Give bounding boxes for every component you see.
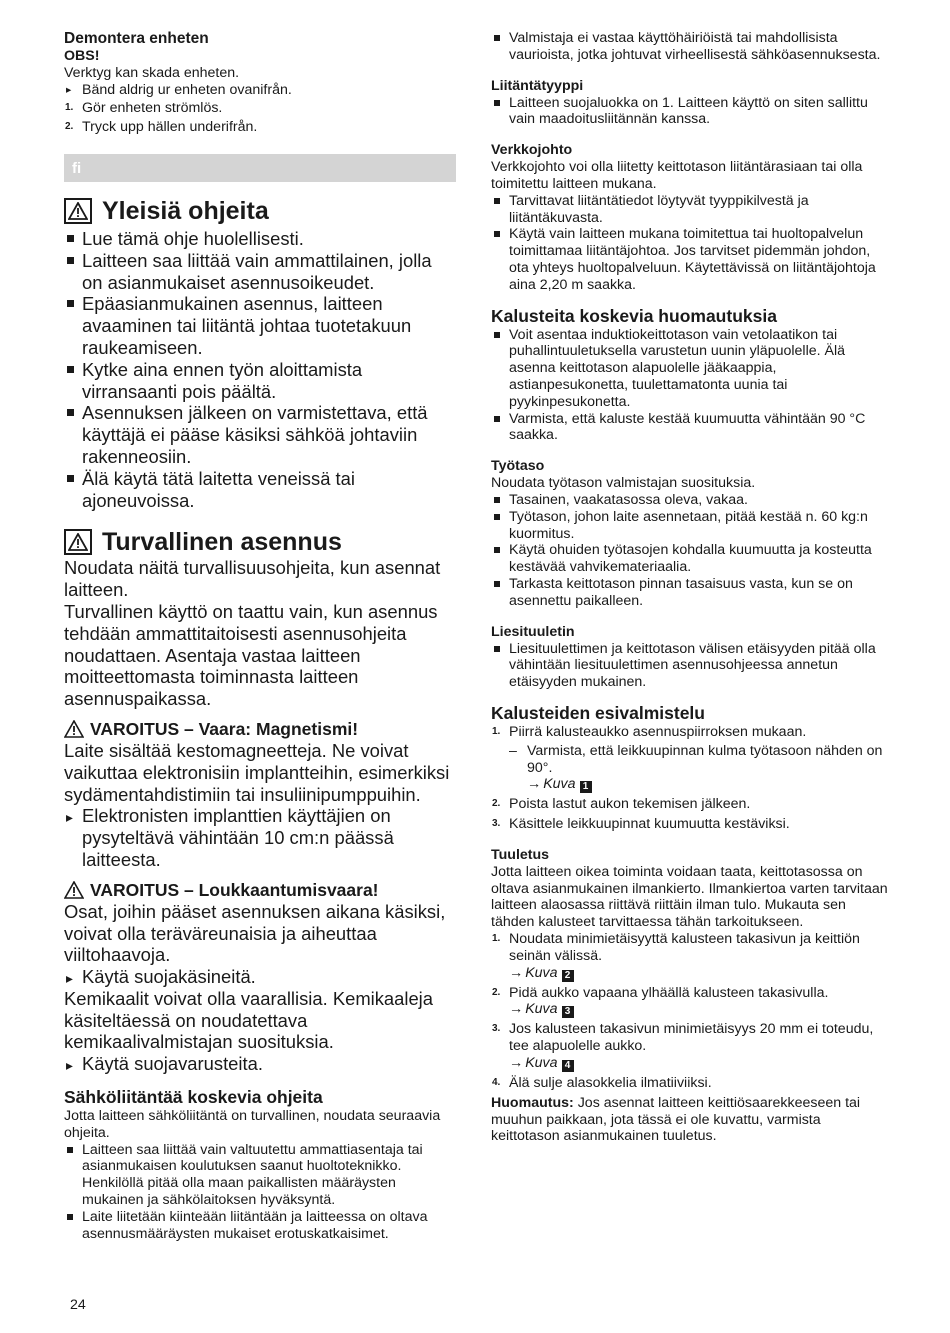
step-number: 1. (492, 933, 501, 945)
step-item (64, 100, 456, 117)
step-item (491, 931, 891, 965)
dash-marker: – (509, 742, 517, 759)
list-item: Tasainen, vaakatasossa oleva, vakaa. (491, 492, 891, 509)
section-title-kalusteita: Kalusteita koskevia huomautuksia (491, 305, 777, 326)
arrow-right-icon: → (509, 964, 524, 981)
list-item: Valmistaja ei vastaa käyttöhäiriöistä tai mahdollisista vaurioista, jotka johtuvat virheellisestä sähköasennuksesta. (491, 30, 891, 64)
heading-turvallinen (64, 527, 456, 557)
list-item: Kytke aina ennen työn aloittamista virransaanti pois päältä. (64, 359, 456, 403)
step-number: 3. (492, 1023, 501, 1035)
arrow-right-icon: → (509, 1001, 524, 1018)
heading-text: Turvallinen asennus (102, 528, 342, 557)
language-bar: fi (64, 154, 456, 182)
sub-item (491, 743, 891, 777)
list-item: Liesituulettimen ja keittotason välisen etäisyyden pitää olla vähintään liesituulettimen asennusohjeessa annetun etäisyyden mukainen. (491, 641, 891, 691)
section-title-esivalmistelu: Kalusteiden esivalmistelu (491, 702, 705, 723)
list-item: Käytä vain laitteen mukana toimitettua tai huoltopalvelun toimittamaa liitäntäjohtoa. Jos tarvitset pidemmän johdon, ota yhteys huoltopalveluun. Käytettävissä on liitäntäjohtoja aina 2,20 m saakka. (491, 226, 891, 293)
section-title-liesituuletin: Liesituuletin (491, 623, 575, 640)
list-item: Älä käytä tätä laitetta veneissä tai ajoneuvoissa. (64, 468, 456, 512)
heading-text: Yleisiä ohjeita (102, 196, 269, 225)
figure-number: 3 (562, 1006, 574, 1018)
figure-label: Kuva (543, 776, 576, 793)
list-item: Lue tämä ohje huolellisesti. (64, 228, 456, 250)
step-text: Käsittele leikkuupinnat kuumuutta kestäviksi. (509, 816, 790, 833)
note-text: Jos asennat laitteen keittiösaarekkeeseen tai muuhun paikkaan, jota tässä ei ole kuvattu, varmista keittotason asianmukainen tuuletus. (491, 1094, 861, 1145)
page-number: 24 (70, 1297, 86, 1313)
step-number: 2. (492, 986, 501, 998)
section-title-verkkojohto: Verkkojohto (491, 142, 573, 159)
step-item (491, 985, 891, 1002)
arrow-right-icon: → (527, 776, 542, 793)
instruction-item: ▸ Bänd aldrig ur enheten ovanifrån. (64, 82, 456, 99)
list-item: Tarvittavat liitäntätiedot löytyvät tyyppikilvestä ja liitäntäkuvasta. (491, 193, 891, 227)
section-title-sahkoliitanta: Sähköliitäntää koskevia ohjeita (64, 1087, 323, 1108)
obs-label: OBS! (64, 48, 100, 64)
step-number: 1. (65, 102, 74, 114)
list-item: Asennuksen jälkeen on varmistettava, että käyttäjä ei pääse käsiksi sähköä johtaviin rakenneosiin. (64, 402, 456, 467)
sub-item-text: Varmista, että leikkuupinnan kulma työtasoon nähden on 90°. (527, 742, 883, 776)
note-paragraph (491, 1095, 891, 1145)
step-number: 4. (492, 1077, 501, 1089)
heading-yleisia (64, 196, 456, 226)
warning-title: VAROITUS – Vaara: Magnetismi! (90, 718, 359, 739)
figure-reference (491, 776, 891, 793)
paragraph: Laite sisältää kestomagneetteja. Ne voivat vaikuttaa elektronisiin implantteihin, esimerkiksi sydämentahdistimiin tai insuliinipumppuihin. (64, 739, 450, 805)
figure-label: Kuva (525, 964, 558, 981)
warning-triangle-icon (64, 720, 84, 738)
warning-icon (64, 198, 92, 224)
section-title-tuuletus: Tuuletus (491, 846, 550, 863)
list-item: Työtason, johon laite asennetaan, pitää kestää n. 60 kg:n kuormitus. (491, 509, 891, 543)
step-text: Piirrä kalusteaukko asennuspiirroksen mukaan. (509, 723, 807, 740)
list-item: Epäasianmukainen asennus, laitteen avaaminen tai liitäntä johtaa tuotetakuun raukeamiseen. (64, 293, 456, 358)
section-title-tyotaso: Työtaso (491, 458, 545, 475)
warning-heading-loukkaantuminen (64, 879, 456, 901)
step-number: 1. (492, 725, 501, 737)
step-text: Gör enheten strömlös. (82, 100, 223, 117)
section-title-demontera: Demontera enheten (64, 30, 209, 47)
right-column (491, 30, 891, 1145)
paragraph: Noudata työtason valmistajan suosituksia. (491, 475, 756, 492)
section-title-liitantatyyppi: Liitäntätyyppi (491, 77, 584, 94)
left-column (64, 30, 456, 1242)
step-item (491, 724, 891, 741)
step-number: 2. (492, 798, 501, 810)
figure-reference (491, 1055, 891, 1072)
paragraph: Jotta laitteen oikea toiminta voidaan taata, keittotasossa on oltava asianmukainen ilmankierto. Ilmankiertoa varten tarvitaan laitteen alaosassa riittävä riittäin ilman tulo. Mukauta sen tähden kalusteet tarvittaessa tähän tarkoitukseen. (491, 863, 888, 931)
figure-number: 2 (562, 970, 574, 982)
warning-title: VAROITUS – Loukkaantumisvaara! (90, 879, 379, 900)
step-item (64, 119, 456, 136)
figure-number: 1 (580, 781, 592, 793)
figure-label: Kuva (525, 1001, 558, 1018)
paragraph: Osat, joihin pääset asennuksen aikana käsiksi, voivat olla teräväreunaisia ja aiheuttaa viiltohaavoja. (64, 900, 446, 966)
list-item: Varmista, että kaluste kestää kuumuutta vähintään 90 °C saakka. (491, 411, 891, 445)
figure-label: Kuva (525, 1055, 558, 1072)
arrow-right-icon: → (509, 1055, 524, 1072)
paragraph: Turvallinen käyttö on taattu vain, kun asennus tehdään ammattitaitoisesti asennusohjeita noudattaen. Asentaja vastaa laitteen moitteettomasta toiminnasta laitteen asennuspaikassa. (64, 600, 438, 710)
step-item (491, 816, 891, 833)
step-number: 3. (492, 818, 501, 830)
paragraph: Verkkojohto voi olla liitetty keittotason liitäntärasiaan tai olla toimitettu laitteen mukana. (491, 159, 863, 192)
step-text: Jos kalusteen takasivun minimietäisyys 20 mm ei toteudu, tee alapuolelle aukko. (509, 1021, 874, 1055)
figure-number: 4 (562, 1060, 574, 1072)
step-text: Noudata minimietäisyyttä kalusteen takasivun ja keittiön seinän välissä. (509, 931, 860, 964)
instruction-item: ▸ Käytä suojakäsineitä. (64, 966, 456, 988)
list-item: Käytä ohuiden työtasojen kohdalla kuumuutta ja kosteutta kestävää vahvikemateriaalia. (491, 542, 891, 576)
step-item (491, 796, 891, 813)
step-item (491, 1075, 891, 1092)
step-text: Älä sulje alasokkelia ilmatiiviiksi. (509, 1075, 712, 1092)
step-text: Pidä aukko vapaana ylhäällä kalusteen takasivulla. (509, 984, 829, 1001)
warning-triangle-icon (64, 881, 84, 899)
step-text: Tryck upp hällen underifrån. (82, 119, 258, 136)
step-text: Poista lastut aukon tekemisen jälkeen. (509, 796, 751, 813)
paragraph: Noudata näitä turvallisuusohjeita, kun asennat laitteen. (64, 557, 441, 601)
list-item: Laitteen saa liittää vain valtuutettu ammattiasentaja tai asianmukaisen koulutuksen saanut huoltoteknikko. Henkilöllä pitää olla maan paikallisten määräysten mukainen ja sähkölaitoksen hyväksyntä. (64, 1142, 456, 1209)
figure-reference (491, 1001, 891, 1018)
warning-icon (64, 529, 92, 555)
paragraph: Kemikaalit voivat olla vaarallisia. Kemikaaleja käsiteltäessä on noudatettava kemikaalivalmistajan suosituksia. (64, 987, 433, 1053)
figure-reference (491, 965, 891, 982)
step-item (491, 1021, 891, 1055)
list-item: Laitteen suojaluokka on 1. Laitteen käyttö on siten sallittu vain maadoitusliitännän kanssa. (491, 95, 891, 129)
warning-heading-magnetismi (64, 718, 456, 740)
instruction-item: ▸ Elektronisten implanttien käyttäjien on pysyteltävä vähintään 10 cm:n päässä laitteesta. (64, 805, 456, 870)
paragraph: Jotta laitteen sähköliitäntä on turvallinen, noudata seuraavia ohjeita. (64, 1108, 441, 1141)
list-item: Laitteen saa liittää vain ammattilainen, jolla on asianmukaiset asennusoikeudet. (64, 250, 456, 294)
list-item: Tarkasta keittotason pinnan tasaisuus vasta, kun se on asennettu paikalleen. (491, 576, 891, 610)
list-item: Laite liitetään kiinteään liitäntään ja laitteessa on oltava asennusmääräysten mukaiset erotuskatkaisimet. (64, 1209, 456, 1243)
obs-text: Verktyg kan skada enheten. (64, 64, 240, 81)
note-label: Huomautus: (491, 1094, 574, 1111)
instruction-item: ▸ Käytä suojavarusteita. (64, 1053, 456, 1075)
list-item: Voit asentaa induktiokeittotason vain vetolaatikon tai puhallintuuletuksella varustetun uunin yläpuolelle. Älä asenna keittotason alapuolelle jääkaappia, astianpesukonetta, tuulettamatonta uunia tai pyykinpesukonetta. (491, 327, 891, 411)
step-number: 2. (65, 121, 74, 133)
